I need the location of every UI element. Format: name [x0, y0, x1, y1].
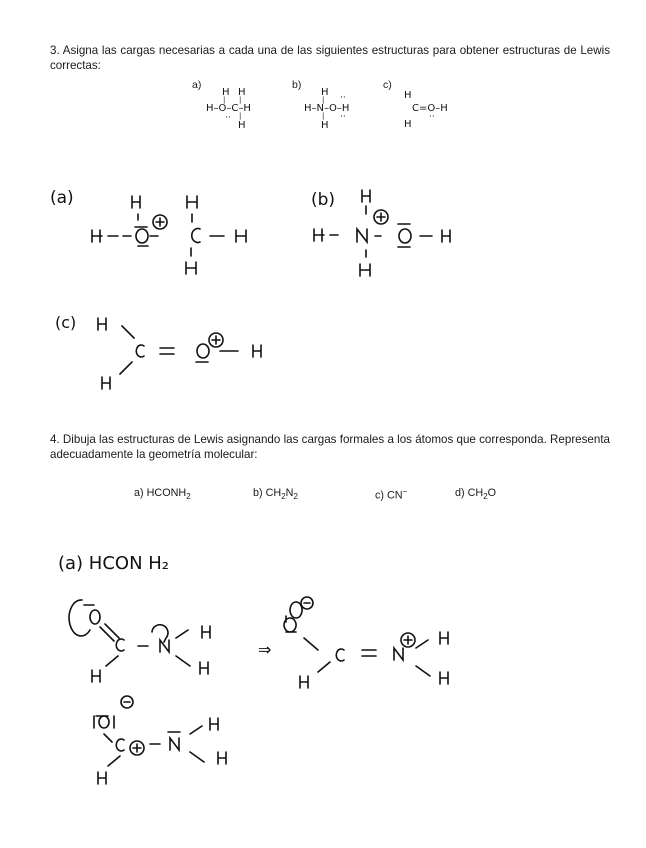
printed-structure-c [404, 90, 448, 130]
svg-text:H: H [321, 120, 329, 131]
hand-label-b: (b) [311, 190, 336, 210]
svg-text:··: ·· [429, 112, 435, 122]
svg-text:|: | [239, 96, 242, 104]
svg-text:H: H [238, 87, 246, 98]
hand-structure-b [314, 190, 450, 276]
svg-text:··: ·· [225, 113, 231, 123]
hand-label-c: (c) [55, 313, 77, 332]
svg-text:H–O–C–H: H–O–C–H [206, 103, 251, 114]
q4-option-b: b) $CH_2N_2$ [253, 487, 298, 502]
q3-label-b: b) [292, 79, 302, 91]
svg-text:H: H [238, 120, 246, 131]
question-3-text: 3. Asigna las cargas necesarias a cada una de las siguientes estructuras para obtener estructuras de Lewis correctas: [50, 44, 610, 72]
svg-text:H: H [404, 90, 412, 101]
q4-option-c: c) CN− [375, 487, 408, 502]
hand-structure-a [92, 196, 246, 274]
svg-text:C=O–H: C=O–H [412, 103, 448, 114]
hand-structure-hconh2 [69, 597, 448, 784]
svg-text:|: | [223, 96, 226, 104]
q3-label-c: c) [383, 79, 392, 91]
svg-text:|: | [239, 112, 242, 120]
q3-label-a: a) [192, 79, 202, 91]
svg-text:H: H [321, 87, 329, 98]
hand-structure-c [98, 318, 261, 389]
q4-option-d: d) $CH_2O$ [455, 487, 497, 502]
svg-text:|: | [322, 112, 325, 120]
svg-text:H: H [222, 87, 230, 98]
hand-title-hconh2: (a) HCON H₂ [58, 553, 170, 574]
question-4-text: 4. Dibuja las estructuras de Lewis asignando las cargas formales a los átomos que corresponda. Representa adecuadamente la geometría molecular: [50, 433, 610, 461]
svg-text:H–N–O–H: H–N–O–H [304, 103, 350, 114]
printed-structure-b [304, 87, 349, 131]
svg-text:|: | [322, 96, 325, 104]
svg-text:··: ·· [340, 112, 346, 122]
q4-option-a: a) $HCONH_2$ [134, 487, 191, 502]
hand-label-a: (a) [50, 188, 74, 208]
hand-arrow: ⇒ [258, 640, 272, 659]
svg-text:H: H [404, 119, 412, 130]
svg-text:··: ·· [340, 93, 346, 103]
printed-structure-a [206, 87, 251, 131]
